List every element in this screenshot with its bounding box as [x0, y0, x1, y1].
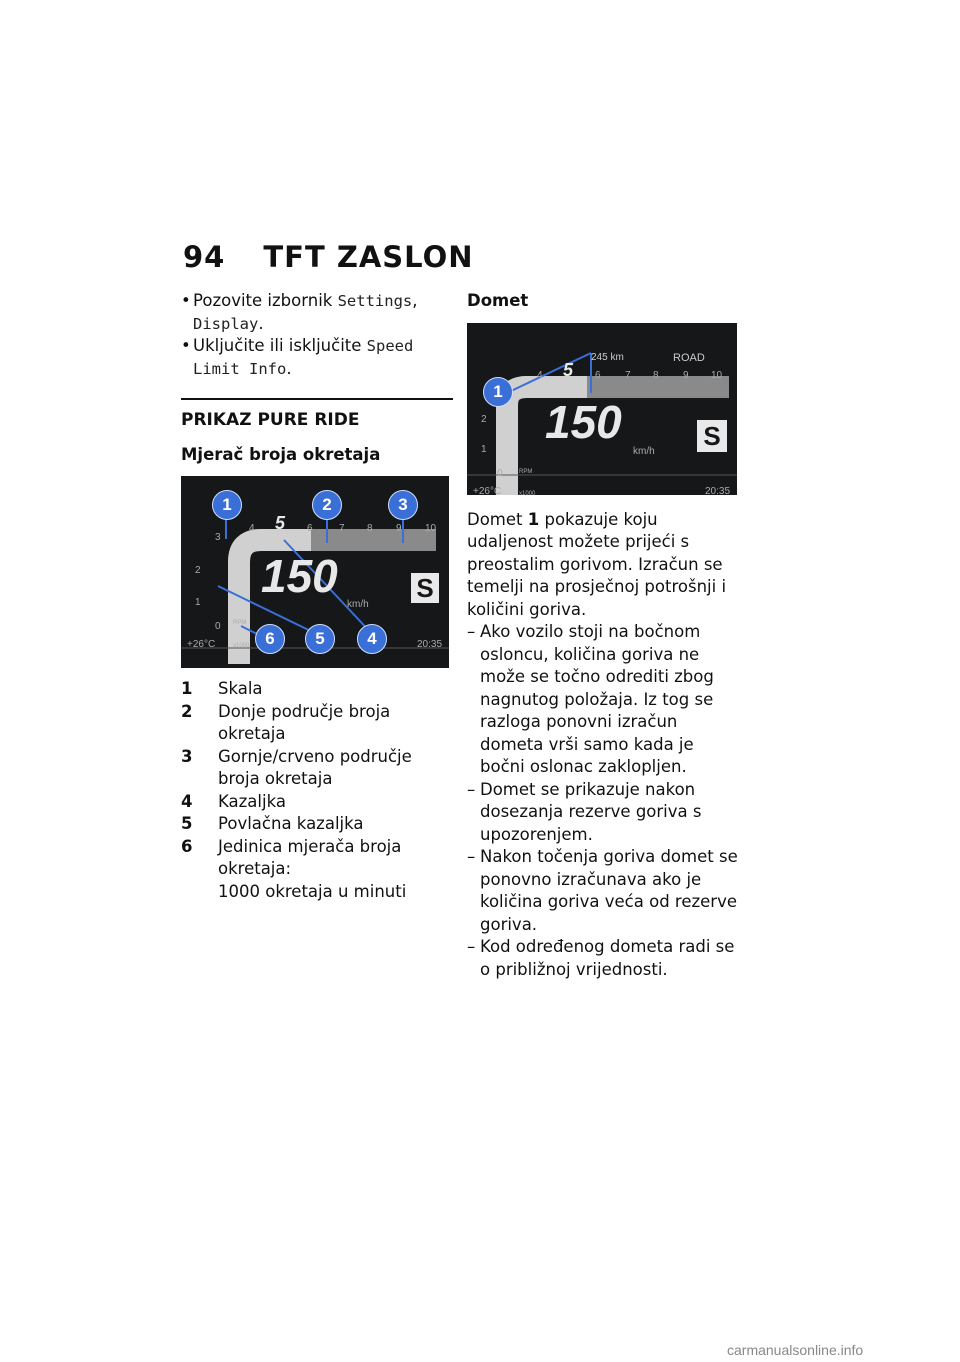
- left-scale-tick: 1: [481, 443, 487, 455]
- callout-1: 1: [212, 490, 242, 520]
- menu-path-display: Display: [193, 314, 259, 333]
- bullet-text: Uključite ili isključite: [193, 336, 367, 355]
- dash-text: Nakon točenja goriva domet se ponovno izračunava ako je količina goriva veća od rezerve goriva.: [480, 847, 738, 934]
- scale-tick: 7: [625, 369, 631, 381]
- para-text: pokazuje koju udaljenost možete prijeći s preostalim gorivom. Izračun se temelji na prosječnoj potrošnji i količini goriva.: [467, 509, 727, 619]
- scale-tick: 6: [307, 523, 313, 534]
- legend-item: [181, 836, 453, 904]
- range-screen-image: [467, 323, 737, 495]
- watermark: carmanualsonline.info: [727, 1342, 864, 1358]
- page-number: 94: [183, 240, 226, 274]
- menu-path-limit-info: Limit Info: [193, 359, 287, 378]
- scale-tick: 10: [425, 523, 437, 534]
- dash-item: [467, 779, 741, 847]
- speed-unit: km/h: [347, 599, 369, 610]
- bullet-text: Pozovite izbornik: [193, 291, 338, 310]
- temperature: +26°C: [187, 639, 216, 650]
- bullet-item: [181, 290, 453, 335]
- subsection-title: Mjerač broja okretaja: [181, 444, 381, 464]
- legend-item: [181, 701, 453, 746]
- section-divider: [181, 398, 453, 400]
- speed-value: 150: [545, 395, 622, 448]
- gear-indicator: S: [411, 573, 439, 603]
- legend-text-extra: 1000 okretaja u minuti: [218, 881, 407, 901]
- legend-text: Donje područje broja okretaja: [218, 701, 391, 743]
- left-column: [181, 290, 453, 903]
- legend-list: [181, 678, 453, 903]
- para-text: Domet: [467, 509, 528, 529]
- legend-number: 2: [181, 701, 193, 721]
- range-description: [467, 509, 741, 622]
- bullet-end: .: [258, 313, 264, 333]
- left-scale-tick: 2: [195, 565, 201, 576]
- left-scale-tick: 3: [215, 532, 221, 543]
- rpm-unit-label: RPM x1000: [519, 468, 536, 495]
- legend-item: [181, 746, 453, 791]
- scale-tick-current: 5: [275, 513, 286, 533]
- bullet-dot-icon: •: [181, 291, 191, 310]
- callout-3: 3: [388, 490, 418, 520]
- callout-4: 4: [357, 624, 387, 654]
- tachometer-screen-image: [181, 476, 449, 668]
- scale-tick: 9: [683, 369, 689, 381]
- scale-tick: 4: [249, 523, 255, 534]
- dash-icon: –: [467, 847, 476, 866]
- callout-5: 5: [305, 624, 335, 654]
- callout-2: 2: [312, 490, 342, 520]
- legend-text: Jedinica mjerača broja okretaja:: [218, 836, 402, 878]
- dash-item: [467, 846, 741, 936]
- dash-item: [467, 936, 741, 981]
- range-value: 245 km: [591, 351, 624, 363]
- page-title: TFT ZASLON: [263, 240, 474, 274]
- left-scale-tick: 0: [497, 467, 503, 479]
- bullet-end: .: [286, 358, 292, 378]
- speed-unit: km/h: [633, 445, 655, 457]
- legend-item: [181, 813, 453, 836]
- clock: 20:35: [705, 485, 731, 495]
- ride-mode: ROAD: [673, 351, 705, 364]
- callout-6: 6: [255, 624, 285, 654]
- section-title: PRIKAZ PURE RIDE: [181, 410, 360, 430]
- dash-item: [467, 621, 741, 779]
- callout-1: 1: [483, 377, 513, 407]
- temperature: +26°C: [473, 485, 502, 495]
- legend-text: Kazaljka: [218, 791, 286, 811]
- left-scale-tick: 1: [195, 597, 201, 608]
- scale-tick-current: 5: [563, 359, 574, 380]
- scale-tick: 7: [339, 523, 345, 534]
- page-header: [183, 240, 474, 274]
- para-ref-number: 1: [527, 509, 540, 529]
- legend-number: 6: [181, 836, 193, 856]
- legend-item: [181, 678, 453, 701]
- dash-text: Ako vozilo stoji na bočnom osloncu, količina goriva ne može se točno odrediti zbog nagnutog položaja. Iz tog se razloga ponovni izračun dometa vrši samo kada je bočni oslonac zaklopljen.: [480, 622, 714, 776]
- rpm-unit-label: RPM x1000: [233, 620, 250, 649]
- dash-icon: –: [467, 937, 476, 956]
- scale-tick: 8: [367, 523, 373, 534]
- left-scale-tick: 2: [481, 413, 487, 425]
- legend-number: 1: [181, 679, 193, 698]
- gear-indicator: S: [697, 420, 727, 452]
- dash-text: Domet se prikazuje nakon dosezanja rezerve goriva s upozorenjem.: [480, 779, 702, 844]
- dash-icon: –: [467, 779, 476, 799]
- legend-item: [181, 791, 453, 814]
- right-column: [467, 290, 741, 981]
- legend-number: 5: [181, 814, 193, 833]
- bullet-dot-icon: •: [181, 336, 191, 355]
- scale-tick: 9: [396, 523, 402, 534]
- dash-text: Kod određenog dometa radi se o približnoj vrijednosti.: [480, 937, 735, 979]
- scale-tick: 4: [537, 369, 543, 381]
- legend-text: Povlačna kazaljka: [218, 814, 364, 833]
- legend-number: 3: [181, 746, 193, 766]
- speed-value: 150: [261, 550, 338, 602]
- dash-icon: –: [467, 622, 476, 641]
- bullet-item: [181, 335, 453, 380]
- section-title-domet: Domet: [467, 291, 529, 310]
- scale-tick: 8: [653, 369, 659, 381]
- legend-number: 4: [181, 791, 193, 811]
- menu-path-speed: Speed: [366, 337, 414, 355]
- legend-text: Skala: [218, 679, 263, 698]
- clock: 20:35: [417, 639, 443, 650]
- menu-path-settings: Settings: [337, 292, 413, 310]
- legend-text: Gornje/crveno područje broja okretaja: [218, 746, 412, 788]
- scale-tick: 10: [711, 369, 723, 381]
- scale-tick: 6: [595, 369, 601, 381]
- left-scale-tick: 0: [215, 621, 221, 632]
- bullet-sep: ,: [412, 291, 418, 310]
